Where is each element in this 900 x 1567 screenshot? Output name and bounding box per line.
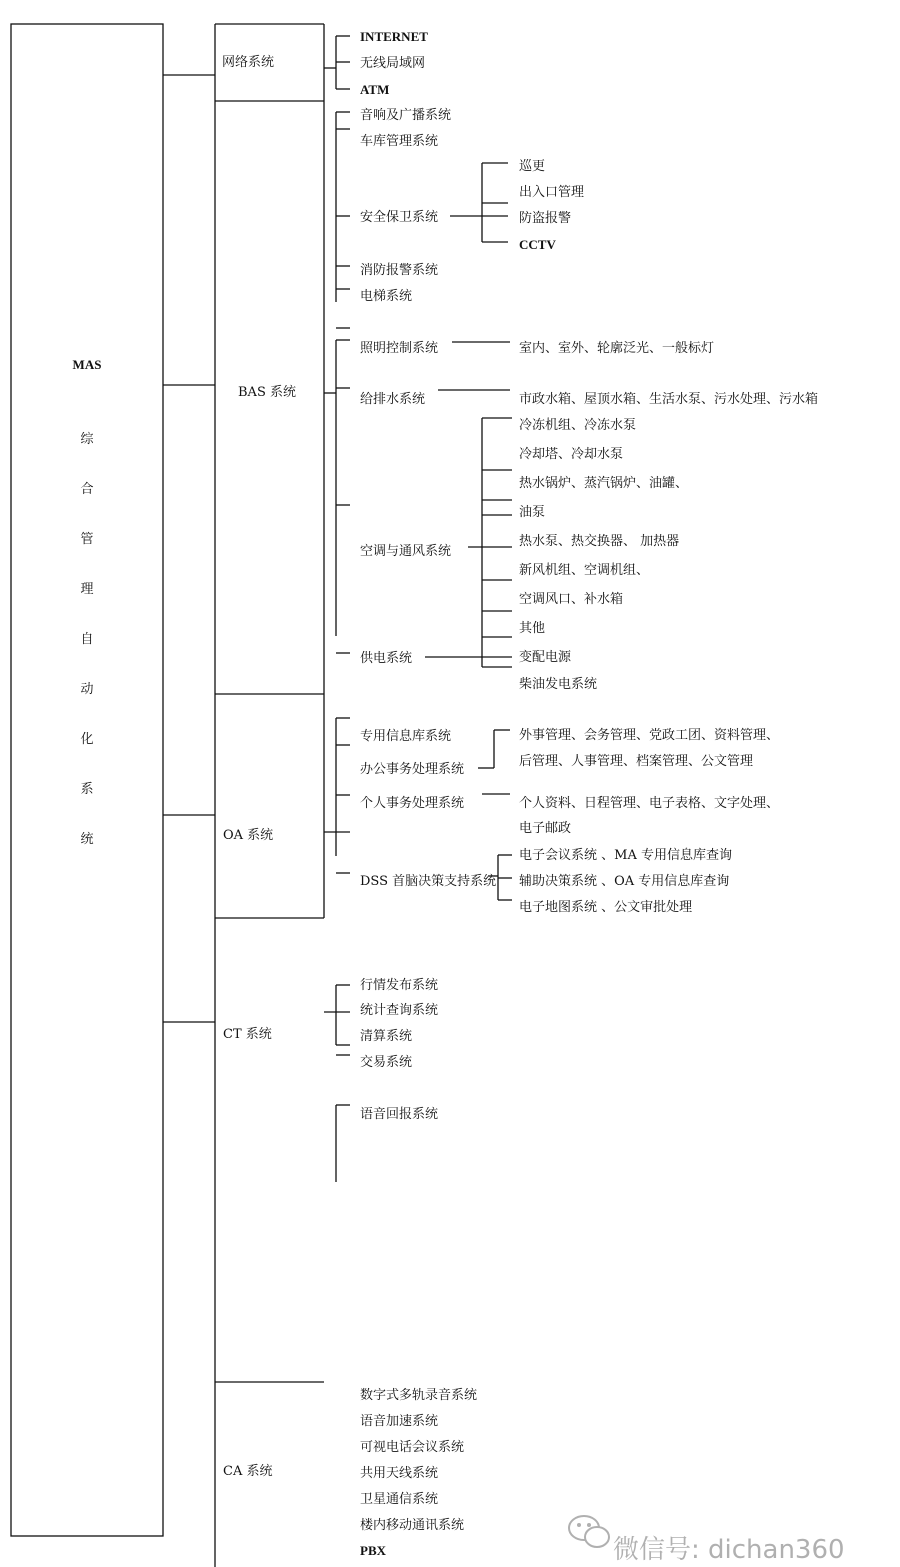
group-label-ca: CA 系统 (223, 1464, 273, 1479)
personal-detail: 个人资料、日程管理、电子表格、文字处理、 (519, 796, 780, 811)
ca-item: 楼内移动通讯系统 (360, 1518, 465, 1533)
ca-item: 卫星通信系统 (360, 1492, 439, 1507)
dss-detail: 电子会议系统 、MA 专用信息库查询 (519, 848, 732, 863)
root-title-char: 自 (80, 632, 94, 647)
network-item: ATM (360, 82, 390, 97)
group-label-network: 网络系统 (222, 55, 275, 70)
ct-item: 交易系统 (360, 1055, 413, 1070)
security-subitem: 巡更 (519, 159, 546, 174)
root-title-char: 综 (80, 432, 94, 447)
root-title-char: 合 (80, 482, 94, 497)
security-subitem: 防盗报警 (519, 211, 572, 226)
ca-item: 可视电话会议系统 (360, 1440, 465, 1455)
security-subitem: CCTV (519, 237, 556, 252)
ct-item: 语音回报系统 (360, 1107, 439, 1122)
hvac-subitem: 热水泵、热交换器、 加热器 (519, 534, 680, 549)
security-subitem: 出入口管理 (519, 185, 585, 200)
root-title-char: 系 (80, 782, 94, 797)
hvac-subitem: 新风机组、空调机组、 (519, 563, 650, 578)
hvac-subitem: 油泵 (519, 505, 546, 520)
root-title-char: 统 (80, 832, 94, 847)
root-label: MAS (72, 357, 102, 372)
hvac-subitem: 其他 (519, 621, 546, 636)
dss-detail: 辅助决策系统 、OA 专用信息库查询 (519, 874, 730, 889)
group-label-oa: OA 系统 (223, 828, 274, 843)
bas-item: 电梯系统 (360, 289, 413, 304)
dss-detail: 电子地图系统 、公文审批处理 (519, 900, 693, 915)
ca-item: 共用天线系统 (360, 1466, 439, 1481)
root-title-char: 管 (80, 532, 94, 547)
lighting-detail: 室内、室外、轮廓泛光、一般标灯 (519, 341, 715, 356)
bas-item: 车库管理系统 (360, 134, 439, 149)
hvac-subitem: 热水锅炉、蒸汽锅炉、油罐、 (519, 476, 689, 491)
office-detail: 后管理、人事管理、档案管理、公文管理 (519, 754, 754, 769)
power-subitem: 柴油发电系统 (519, 677, 598, 692)
ca-item: 语音加速系统 (360, 1414, 439, 1429)
root-title-char: 化 (80, 732, 94, 747)
bas-item: 音响及广播系统 (360, 108, 452, 123)
ct-item: 统计查询系统 (360, 1003, 439, 1018)
bas-item: 消防报警系统 (360, 263, 439, 278)
root-title-char: 动 (80, 682, 94, 697)
watermark-text: 微信号: dichan360 (613, 1535, 845, 1565)
hvac-subitem: 冷冻机组、冷冻水泵 (519, 418, 637, 433)
oa-item: 专用信息库系统 (360, 729, 452, 744)
hvac-subitem: 空调风口、补水箱 (519, 592, 624, 607)
bas-item: 供电系统 (360, 651, 413, 666)
hvac-subitem: 冷却塔、冷却水泵 (519, 447, 624, 462)
wechat-logo-icon (569, 1516, 609, 1547)
ca-item: 数字式多轨录音系统 (360, 1388, 478, 1403)
power-subitem: 变配电源 (519, 650, 572, 665)
ca-item: PBX (360, 1543, 386, 1558)
network-item: INTERNET (360, 29, 428, 44)
bas-item: 照明控制系统 (360, 341, 439, 356)
bas-item: 空调与通风系统 (360, 544, 452, 559)
oa-item: 个人事务处理系统 (360, 796, 465, 811)
oa-item: DSS 首脑决策支持系统 (360, 874, 497, 889)
office-detail: 外事管理、会务管理、党政工团、资料管理、 (519, 728, 780, 743)
oa-item: 办公事务处理系统 (360, 762, 465, 777)
group-label-ct: CT 系统 (223, 1027, 272, 1042)
network-item: 无线局域网 (360, 56, 426, 71)
bas-item: 给排水系统 (360, 392, 426, 407)
bas-item: 安全保卫系统 (360, 210, 439, 225)
root-box (11, 24, 163, 1536)
ct-item: 行情发布系统 (360, 978, 439, 993)
root-title-char: 理 (80, 582, 94, 597)
personal-detail: 电子邮政 (519, 821, 572, 836)
group-label-bas: BAS 系统 (238, 385, 296, 400)
water-detail: 市政水箱、屋顶水箱、生活水泵、污水处理、污水箱 (519, 392, 819, 407)
ct-item: 清算系统 (360, 1029, 413, 1044)
